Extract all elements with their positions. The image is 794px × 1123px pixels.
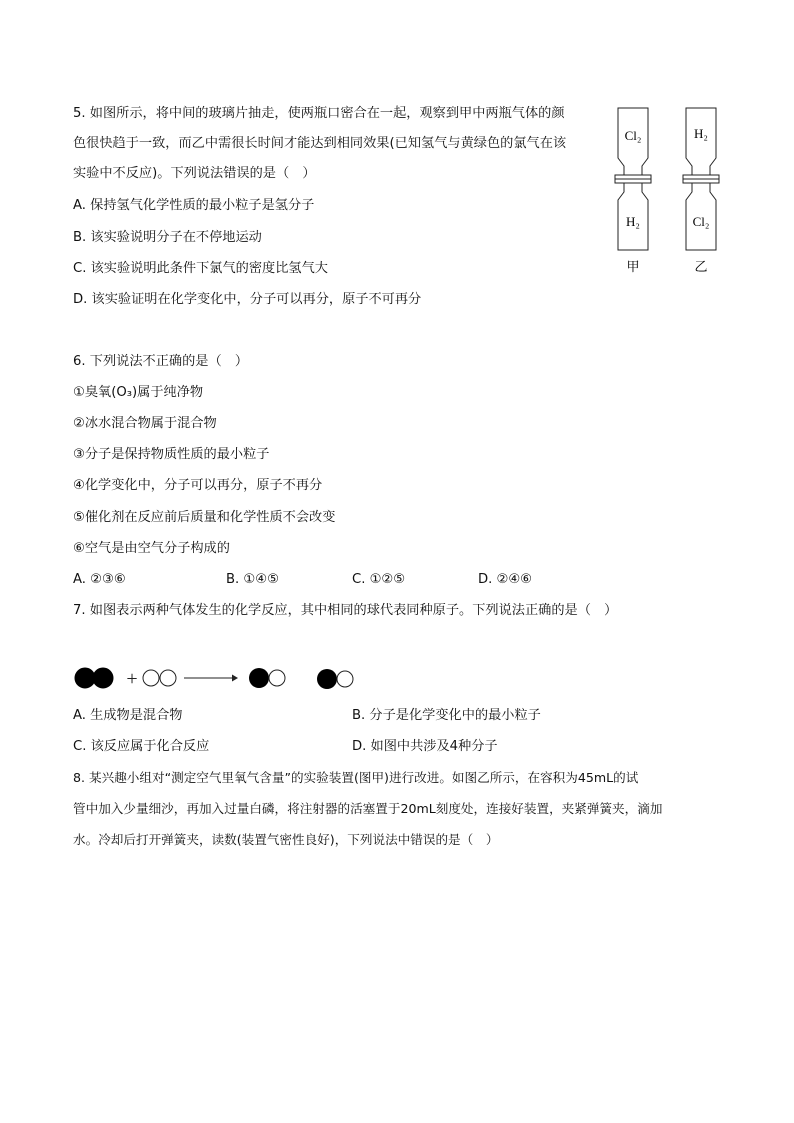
jia-bottom-gas-label: H₂	[626, 214, 640, 229]
q6-item-2: ②冰水混合物属于混合物	[73, 416, 217, 431]
q7-option-c: C. 该反应属于化合反应	[73, 739, 210, 754]
white-atom	[269, 670, 285, 686]
q5-stem-line-2: 色很快趋于一致，而乙中需很长时间才能达到相同效果(已知氢气与黄绿色的氯气在该	[73, 136, 567, 151]
q6-item-5: ⑤催化剂在反应前后质量和化学性质不会改变	[73, 510, 336, 525]
q7-stem: 7. 如图表示两种气体发生的化学反应，其中相同的球代表同种原子。下列说法正确的是（ ）	[73, 603, 618, 618]
q6-option-a: A. ②③⑥	[73, 572, 126, 587]
q5-gas-bottles-figure	[606, 100, 736, 275]
q7-option-a: A. 生成物是混合物	[73, 708, 183, 723]
q8-stem-line-3: 水。冷却后打开弹簧夹，读数(装置气密性良好)，下列说法中错误的是（ ）	[73, 832, 499, 847]
white-atom	[143, 670, 159, 686]
jia-top-gas-label: Cl₂	[624, 128, 642, 143]
q8-stem-line-1: 8. 某兴趣小组对“测定空气里氧气含量”的实验装置(图甲)进行改进。如图乙所示，在容积为45mL的试	[73, 770, 639, 785]
q5-stem-line-1: 5. 如图所示，将中间的玻璃片抽走，使两瓶口密合在一起，观察到甲中两瓶气体的颜	[73, 106, 565, 121]
q8-stem-line-2: 管中加入少量细沙，再加入过量白磷，将注射器的活塞置于20mL刻度处，连接好装置，夹紧弹簧夹，滴加	[73, 801, 663, 816]
q7-option-b: B. 分子是化学变化中的最小粒子	[352, 708, 541, 723]
q6-stem: 6. 下列说法不正确的是（ ）	[73, 354, 249, 369]
white-atom	[337, 671, 353, 687]
yi-top-gas-label: H₂	[694, 126, 708, 141]
q6-option-d: D. ②④⑥	[478, 572, 533, 587]
yi-caption: 乙	[694, 260, 708, 275]
q5-option-d: D. 该实验证明在化学变化中，分子可以再分，原子不可再分	[73, 292, 422, 307]
black-atom	[249, 668, 269, 688]
plus-sign: +	[126, 668, 138, 690]
q5-option-b: B. 该实验说明分子在不停地运动	[73, 230, 262, 245]
black-atom	[317, 669, 337, 689]
q5-option-c: C. 该实验说明此条件下氯气的密度比氢气大	[73, 261, 328, 276]
q7-reaction-diagram	[70, 658, 370, 698]
q6-item-3: ③分子是保持物质性质的最小粒子	[73, 447, 270, 462]
yi-bottom-gas-label: Cl₂	[692, 214, 710, 229]
arrow-head	[232, 675, 238, 682]
q5-stem-line-3: 实验中不反应)。下列说法错误的是（ ）	[73, 166, 316, 181]
q7-option-d: D. 如图中共涉及4种分子	[352, 739, 498, 754]
black-atom	[93, 668, 113, 688]
q6-item-4: ④化学变化中，分子可以再分，原子不再分	[73, 478, 323, 493]
white-atom	[160, 670, 176, 686]
q6-item-1: ①臭氧(O₃)属于纯净物	[73, 385, 204, 400]
q5-option-a: A. 保持氢气化学性质的最小粒子是氢分子	[73, 198, 315, 213]
jia-caption: 甲	[626, 260, 640, 275]
q6-option-c: C. ①②⑤	[352, 572, 406, 587]
q6-item-6: ⑥空气是由空气分子构成的	[73, 541, 230, 556]
q6-option-b: B. ①④⑤	[226, 572, 279, 587]
black-atom	[75, 668, 95, 688]
